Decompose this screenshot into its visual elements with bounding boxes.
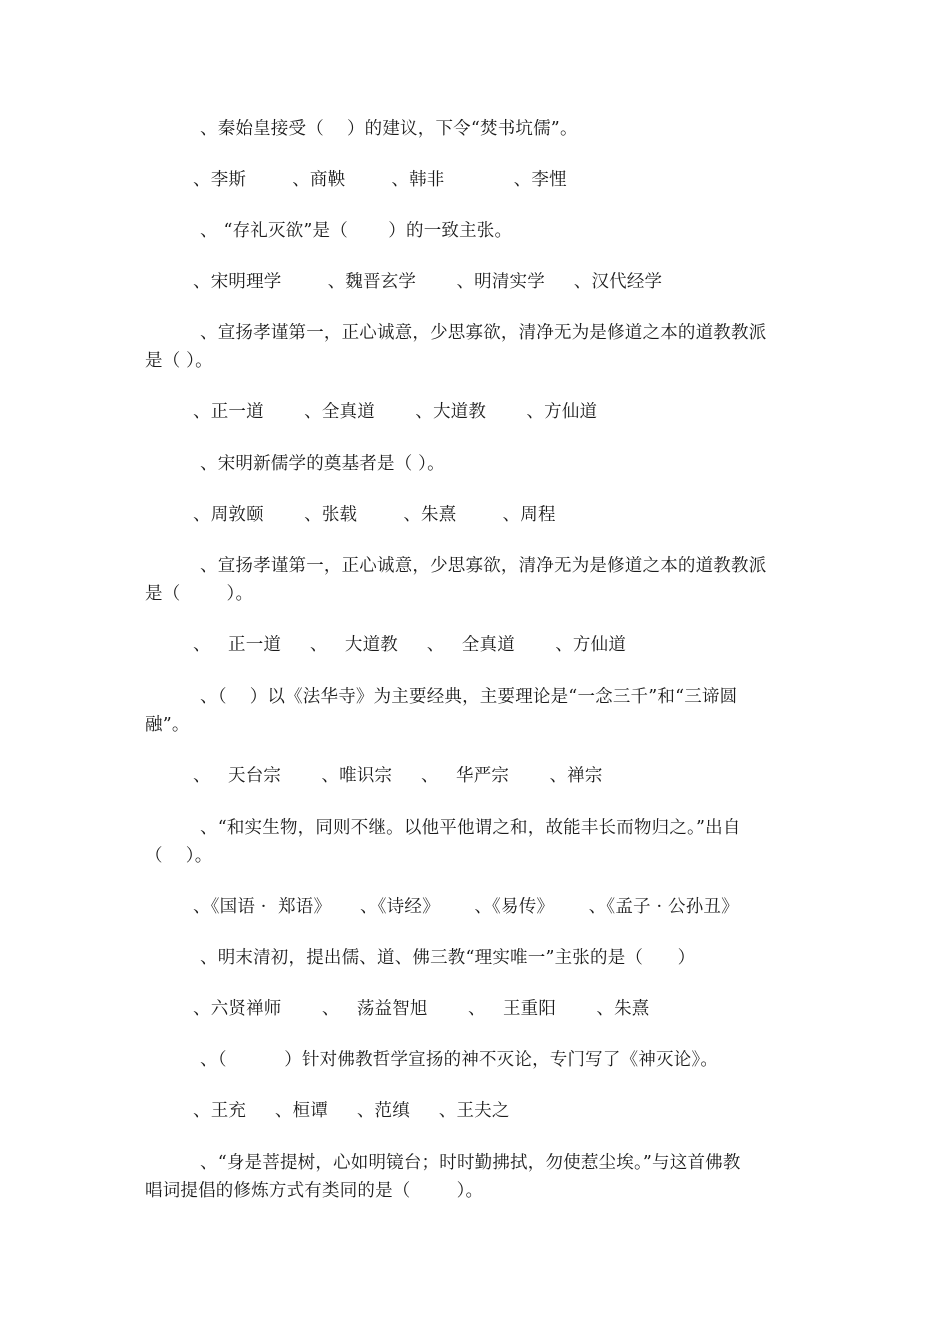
question-stem: 、“身是菩提树，心如明镜台；时时勤拂拭，勿使惹尘埃。”与这首佛教 <box>200 1153 741 1173</box>
question-stem: 、秦始皇接受（ ）的建议，下令“焚书坑儒”。 <box>200 119 578 139</box>
question-options: 、 天台宗 、唯识宗 、 华严宗 、禅宗 <box>193 766 603 786</box>
question-stem: 、明末清初，提出儒、道、佛三教“理实唯一”主张的是（ ） <box>200 948 696 968</box>
question-stem: 、（ ）以《法华寺》为主要经典，主要理论是“一念三千”和“三谛圆 <box>200 687 738 707</box>
question-stem-continued: （ ）。 <box>145 846 213 866</box>
question-stem: 、 “存礼灭欲”是（ ）的一致主张。 <box>200 221 513 241</box>
question-stem-continued: 是（ ）。 <box>145 584 254 604</box>
question-options: 、周敦颐 、张载 、朱熹 、周程 <box>193 505 556 525</box>
question-stem: 、宋明新儒学的奠基者是（ ）。 <box>200 454 445 474</box>
question-stem-continued: 唱词提倡的修炼方式有类同的是（ ）。 <box>145 1181 484 1201</box>
question-stem: 、“和实生物，同则不继。以他平他谓之和，故能丰长而物归之。”出自 <box>200 818 741 838</box>
question-stem-continued: 融”。 <box>145 715 190 735</box>
question-options: 、宋明理学 、魏晋玄学 、明清实学 、汉代经学 <box>193 272 663 292</box>
question-options: 、王充 、桓谭 、范缜 、王夫之 <box>193 1101 510 1121</box>
question-stem: 、（ ）针对佛教哲学宣扬的神不灭论，专门写了《神灭论》。 <box>200 1050 719 1070</box>
question-options: 、《国语 · 郑语》 、《诗经》 、《易传》 、《孟子 · 公孙丑》 <box>193 897 739 917</box>
question-options: 、 正一道 、 大道教 、 全真道 、方仙道 <box>193 635 627 655</box>
question-options: 、正一道 、全真道 、大道教 、方仙道 <box>193 402 598 422</box>
question-stem: 、宣扬孝谨第一，正心诚意，少思寡欲，清净无为是修道之本的道教教派 <box>200 556 767 576</box>
question-options: 、六贤禅师 、 荡益智旭 、 王重阳 、朱熹 <box>193 999 650 1019</box>
question-stem: 、宣扬孝谨第一，正心诚意，少思寡欲，清净无为是修道之本的道教教派 <box>200 323 767 343</box>
question-options: 、李斯 、商鞅 、韩非 、李悝 <box>193 170 567 190</box>
question-stem-continued: 是（ ）。 <box>145 351 213 371</box>
